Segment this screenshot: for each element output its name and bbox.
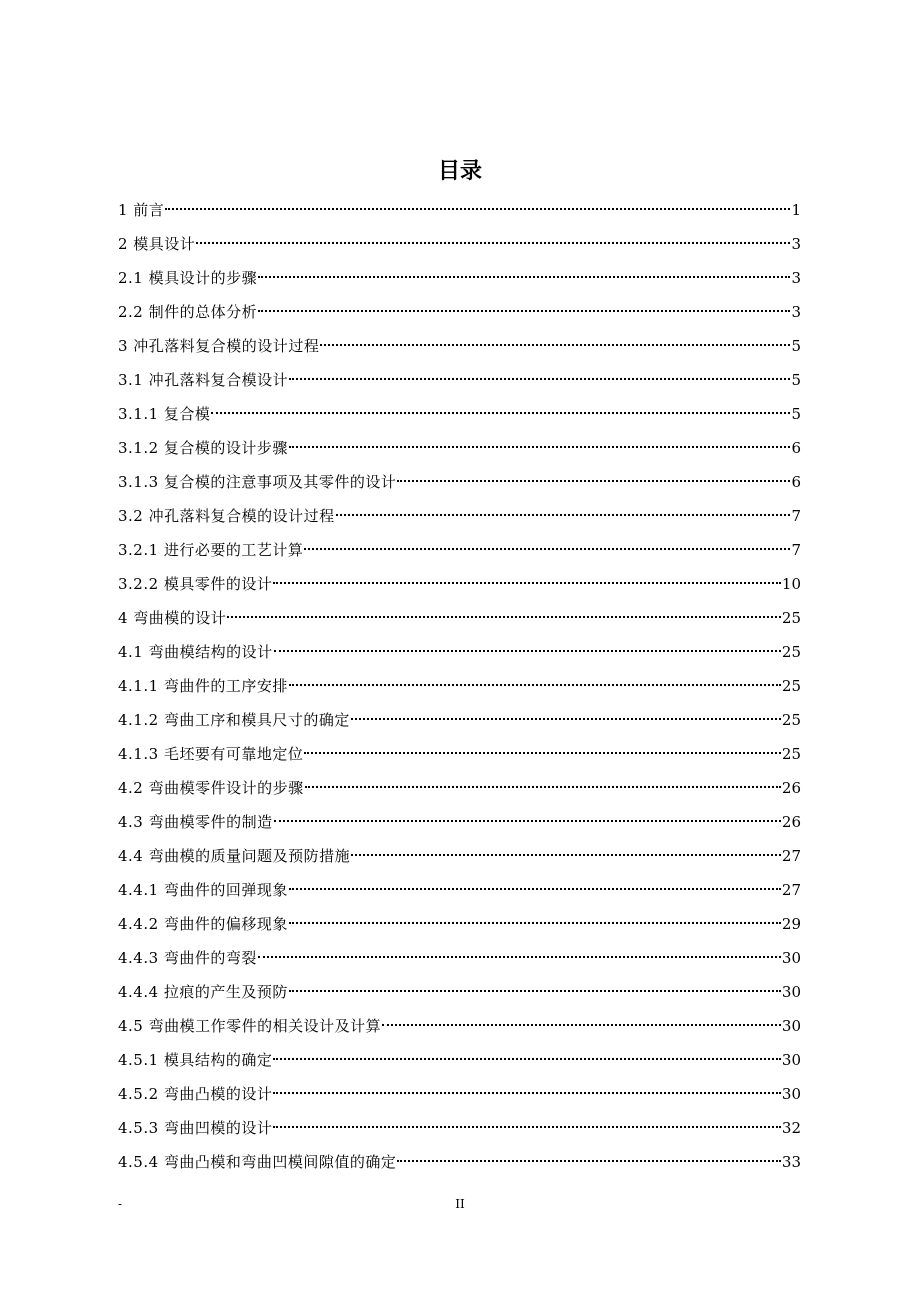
toc-entry[interactable] (118, 771, 801, 805)
toc-dot-leader (258, 310, 790, 312)
toc-dot-leader (351, 718, 781, 720)
toc-entry-label: 4.5.4 弯曲凸模和弯曲凹模间隙值的确定 (118, 1153, 397, 1171)
toc-entry-label: 3.1.1 复合模 (118, 405, 211, 423)
toc-entry[interactable] (118, 703, 801, 737)
toc-entry-page: 3 (791, 235, 801, 253)
toc-entry-label: 2.1 模具设计的步骤 (118, 269, 258, 287)
toc-dot-leader (273, 1092, 780, 1094)
toc-entry-label: 4.4.3 弯曲件的弯裂 (118, 949, 257, 967)
toc-entry[interactable] (118, 431, 801, 465)
toc-entry-page: 26 (781, 813, 801, 831)
toc-entry-page: 6 (791, 439, 801, 457)
toc-entry-label: 4.3 弯曲模零件的制造 (118, 813, 273, 831)
toc-entry-page: 26 (781, 779, 801, 797)
toc-entry-page: 32 (781, 1119, 801, 1137)
toc-entry-page: 25 (781, 643, 801, 661)
toc-entry-page: 29 (781, 915, 801, 933)
toc-dot-leader (211, 412, 790, 414)
toc-entry-page: 30 (781, 1017, 801, 1035)
toc-entry-label: 3.2 冲孔落料复合模的设计过程 (118, 507, 335, 525)
toc-entry[interactable] (118, 1077, 801, 1111)
toc-entry-label: 4.5.1 模具结构的确定 (118, 1051, 273, 1069)
toc-dot-leader (273, 1058, 780, 1060)
toc-entry-label: 4.4 弯曲模的质量问题及预防措施 (118, 847, 351, 865)
toc-dot-leader (273, 582, 780, 584)
toc-entry[interactable] (118, 1009, 801, 1043)
toc-entry[interactable] (118, 193, 801, 227)
toc-entry[interactable] (118, 397, 801, 431)
toc-entry[interactable] (118, 635, 801, 669)
toc-dot-leader (289, 684, 781, 686)
footer-page-number: II (455, 1197, 465, 1211)
toc-entry-page: 3 (791, 303, 801, 321)
toc-entry[interactable] (118, 907, 801, 941)
toc-entry[interactable] (118, 295, 801, 329)
toc-entry-page: 30 (781, 1051, 801, 1069)
toc-entry[interactable] (118, 1043, 801, 1077)
toc-entry[interactable] (118, 737, 801, 771)
toc-entry-label: 4.5.2 弯曲凸模的设计 (118, 1085, 273, 1103)
toc-entry-label: 3.2.2 模具零件的设计 (118, 575, 273, 593)
toc-entry-page: 30 (781, 983, 801, 1001)
toc-entry-page: 3 (791, 269, 801, 287)
toc-dot-leader (289, 922, 781, 924)
toc-entry-page: 30 (781, 1085, 801, 1103)
toc-entry[interactable] (118, 465, 801, 499)
toc-dot-leader (289, 378, 790, 380)
toc-entry-page: 7 (791, 507, 801, 525)
toc-entry-page: 6 (791, 473, 801, 491)
toc-entry[interactable] (118, 601, 801, 635)
toc-dot-leader (397, 480, 790, 482)
toc-entry[interactable] (118, 261, 801, 295)
footer-left-mark: - (118, 1197, 123, 1211)
toc-dot-leader (320, 344, 790, 346)
toc-title: 目录 (437, 159, 482, 184)
toc-entry-label: 3 冲孔落料复合模的设计过程 (118, 337, 320, 355)
toc-entry-label: 2 模具设计 (118, 235, 196, 253)
toc-entry[interactable] (118, 669, 801, 703)
toc-entry[interactable] (118, 1145, 801, 1179)
toc-entry-label: 2.2 制件的总体分析 (118, 303, 258, 321)
toc-entry-page: 7 (791, 541, 801, 559)
toc-entry[interactable] (118, 941, 801, 975)
toc-entry[interactable] (118, 329, 801, 363)
toc-entry-page: 30 (781, 949, 801, 967)
toc-entry[interactable] (118, 499, 801, 533)
toc-entry-label: 4.4.1 弯曲件的回弹现象 (118, 881, 288, 899)
toc-entry-page: 10 (781, 575, 801, 593)
toc-entry-page: 27 (781, 847, 801, 865)
toc-dot-leader (274, 820, 781, 822)
toc-entry-label: 3.1.2 复合模的设计步骤 (118, 439, 288, 457)
toc-entry-page: 5 (791, 405, 801, 423)
toc-entry-page: 25 (781, 609, 801, 627)
toc-entry-label: 4.1.2 弯曲工序和模具尺寸的确定 (118, 711, 350, 729)
toc-entry-label: 3.2.1 进行必要的工艺计算 (118, 541, 304, 559)
toc-entry[interactable] (118, 363, 801, 397)
toc-dot-leader (196, 242, 790, 244)
toc-dot-leader (274, 650, 781, 652)
table-of-contents (118, 193, 801, 1179)
toc-entry-label: 4.1 弯曲模结构的设计 (118, 643, 273, 661)
toc-entry[interactable] (118, 1111, 801, 1145)
toc-dot-leader (304, 548, 790, 550)
toc-dot-leader (304, 752, 780, 754)
toc-entry-label: 3.1 冲孔落料复合模设计 (118, 371, 289, 389)
toc-entry-label: 4.4.4 拉痕的产生及预防 (118, 983, 288, 1001)
toc-entry-label: 3.1.3 复合模的注意事项及其零件的设计 (118, 473, 397, 491)
toc-dot-leader (258, 276, 790, 278)
toc-dot-leader (305, 786, 781, 788)
toc-entry-label: 4.5.3 弯曲凹模的设计 (118, 1119, 273, 1137)
toc-dot-leader (351, 854, 781, 856)
toc-dot-leader (397, 1160, 780, 1162)
toc-dot-leader (289, 990, 781, 992)
toc-entry[interactable] (118, 975, 801, 1009)
toc-dot-leader (289, 446, 791, 448)
toc-dot-leader (227, 616, 781, 618)
toc-entry-page: 5 (791, 371, 801, 389)
toc-entry[interactable] (118, 533, 801, 567)
toc-entry-label: 4.2 弯曲模零件设计的步骤 (118, 779, 304, 797)
toc-entry-label: 4.5 弯曲模工作零件的相关设计及计算 (118, 1017, 382, 1035)
toc-entry-label: 1 前言 (118, 201, 165, 219)
toc-entry-page: 25 (781, 677, 801, 695)
toc-dot-leader (258, 956, 781, 958)
toc-entry-page: 1 (791, 201, 801, 219)
toc-entry-page: 25 (781, 711, 801, 729)
toc-entry-page: 5 (791, 337, 801, 355)
toc-entry-label: 4 弯曲模的设计 (118, 609, 227, 627)
toc-entry-label: 4.4.2 弯曲件的偏移现象 (118, 915, 288, 933)
toc-entry[interactable] (118, 227, 801, 261)
toc-entry[interactable] (118, 567, 801, 601)
toc-entry-label: 4.1.1 弯曲件的工序安排 (118, 677, 288, 695)
toc-dot-leader (382, 1024, 781, 1026)
toc-entry-label: 4.1.3 毛坯要有可靠地定位 (118, 745, 304, 763)
toc-entry-page: 33 (781, 1153, 801, 1171)
toc-entry[interactable] (118, 839, 801, 873)
toc-dot-leader (165, 208, 790, 210)
toc-entry[interactable] (118, 805, 801, 839)
toc-entry-page: 27 (781, 881, 801, 899)
toc-entry-page: 25 (781, 745, 801, 763)
toc-dot-leader (289, 888, 781, 890)
toc-dot-leader (336, 514, 791, 516)
toc-dot-leader (273, 1126, 780, 1128)
toc-entry[interactable] (118, 873, 801, 907)
